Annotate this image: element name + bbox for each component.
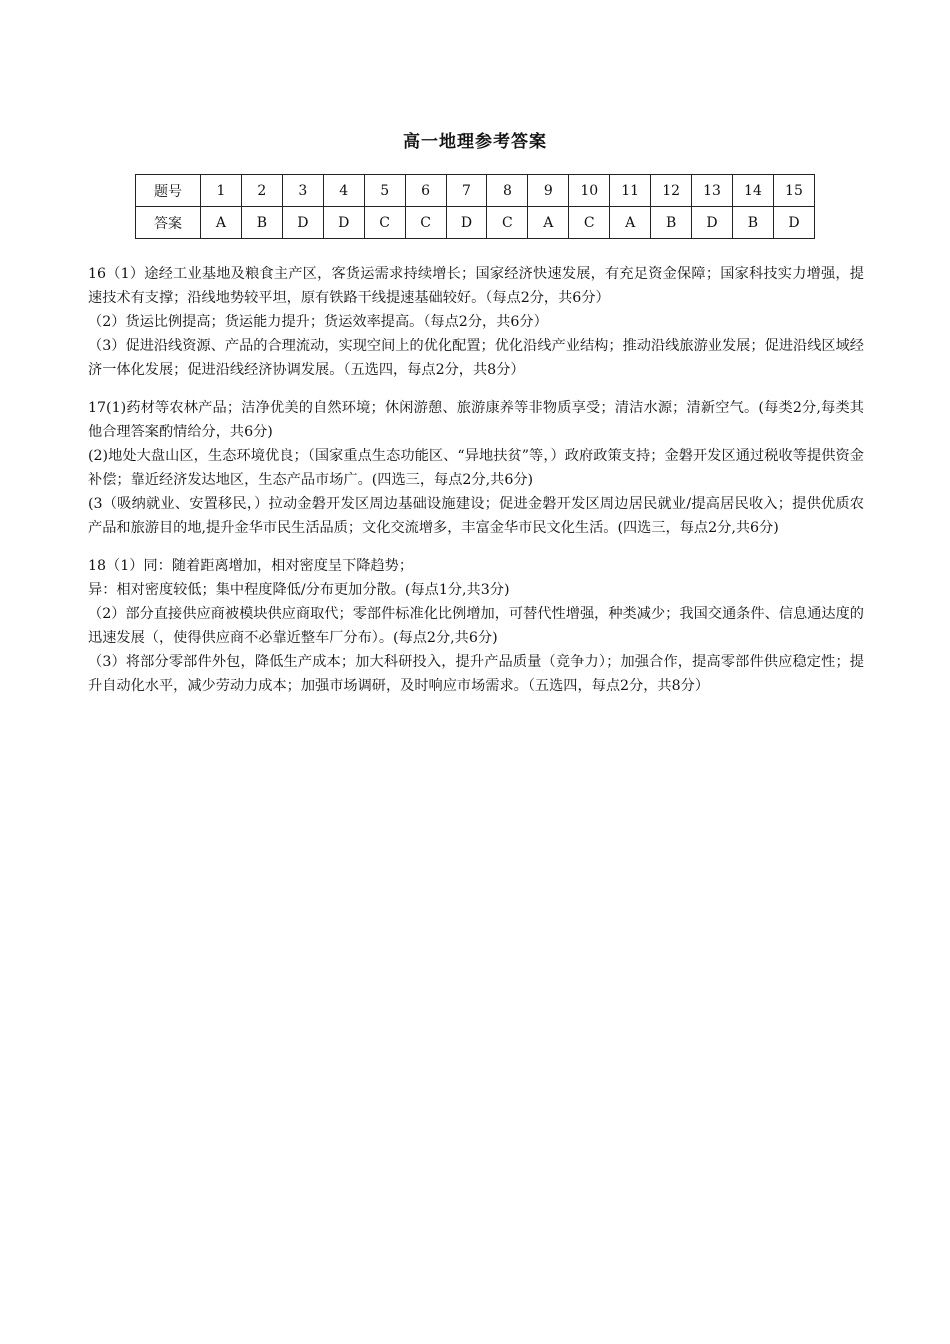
- question-number: 9: [528, 175, 569, 207]
- question-number: 6: [405, 175, 446, 207]
- answer-paragraph: 17(1)药材等农林产品；洁净优美的自然环境；休闲游憩、旅游康养等非物质享受；清洁水源；清新空气。(每类2分,每类其他合理答案酌情给分，共6分): [88, 400, 864, 440]
- answer-row: [136, 207, 815, 239]
- answer-cell: C: [569, 207, 610, 239]
- answer-paragraph: （2）货运比例提高；货运能力提升；货运效率提高。（每点2分，共6分）: [88, 314, 548, 330]
- question-number: 1: [201, 175, 242, 207]
- question-number: 10: [569, 175, 610, 207]
- answer-cell: D: [773, 207, 814, 239]
- answer-paragraph: （3）将部分零部件外包，降低生产成本；加大科研投入，提升产品质量（竞争力）；加强合作，提高零部件供应稳定性；提升自动化水平，减少劳动力成本；加强市场调研，及时响应市场需求。（五选四，每点2分，共8分）: [88, 654, 864, 694]
- answer-paragraph: (3（吸纳就业、安置移民，）拉动金磐开发区周边基础设施建设；促进金磐开发区周边居民就业/提高居民收入；提供优质农产品和旅游目的地,提升金华市民生活品质；文化交流增多，丰富金华市民文化生活。(四选三，每点2分,共6分): [88, 496, 864, 536]
- answer-cell: C: [487, 207, 528, 239]
- question-number: 11: [610, 175, 651, 207]
- question-number: 3: [282, 175, 323, 207]
- question-number: 12: [651, 175, 692, 207]
- section-gap: [88, 540, 864, 554]
- question-number: 8: [487, 175, 528, 207]
- answer-table: [135, 174, 815, 239]
- section-gap: [88, 382, 864, 396]
- answer-cell: B: [651, 207, 692, 239]
- answer-cell: B: [732, 207, 773, 239]
- question-number: 14: [732, 175, 773, 207]
- answer-paragraph: (2)地处大盘山区，生态环境优良；（国家重点生态功能区、“异地扶贫”等，）政府政策支持；金磐开发区通过税收等提供资金补偿；靠近经济发达地区，生态产品市场广。(四选三，每点2分,共6分): [88, 448, 864, 488]
- answer-paragraph: 18（1）同：随着距离增加，相对密度呈下降趋势；: [88, 558, 414, 574]
- question-16-answer: [88, 262, 864, 382]
- question-number-row: [136, 175, 815, 207]
- question-18-answer: [88, 554, 864, 698]
- question-number: 4: [323, 175, 364, 207]
- question-number: 13: [692, 175, 733, 207]
- answer-cell: D: [323, 207, 364, 239]
- answer-cell: A: [201, 207, 242, 239]
- question-number: 5: [364, 175, 405, 207]
- answer-cell: D: [446, 207, 487, 239]
- row-label-question: 题号: [136, 175, 201, 207]
- answer-cell: A: [610, 207, 651, 239]
- answer-body: [88, 262, 864, 698]
- page-title: 高一地理参考答案: [403, 132, 547, 152]
- answer-cell: C: [364, 207, 405, 239]
- question-number: 15: [773, 175, 814, 207]
- question-number: 7: [446, 175, 487, 207]
- answer-cell: D: [692, 207, 733, 239]
- answer-paragraph: （3）促进沿线资源、产品的合理流动，实现空间上的优化配置；优化沿线产业结构；推动沿线旅游业发展；促进沿线区域经济一体化发展；促进沿线经济协调发展。（五选四，每点2分，共8分）: [88, 338, 864, 378]
- answer-cell: C: [405, 207, 446, 239]
- answer-paragraph: 16（1）途经工业基地及粮食主产区，客货运需求持续增长；国家经济快速发展，有充足资金保障；国家科技实力增强，提速技术有支撑；沿线地势较平坦，原有铁路干线提速基础较好。（每点2分，共6分）: [88, 266, 864, 306]
- answer-paragraph: 异：相对密度较低；集中程度降低/分布更加分散。(每点1分,共3分): [88, 582, 510, 598]
- question-number: 2: [241, 175, 282, 207]
- answer-cell: A: [528, 207, 569, 239]
- answer-paragraph: （2）部分直接供应商被模块供应商取代；零部件标准化比例增加，可替代性增强，种类减少；我国交通条件、信息通达度的迅速发展（，使得供应商不必靠近整车厂分布）。(每点2分,共6分): [88, 606, 864, 646]
- row-label-answer: 答案: [136, 207, 201, 239]
- question-17-answer: [88, 396, 864, 540]
- answer-cell: D: [282, 207, 323, 239]
- answer-cell: B: [241, 207, 282, 239]
